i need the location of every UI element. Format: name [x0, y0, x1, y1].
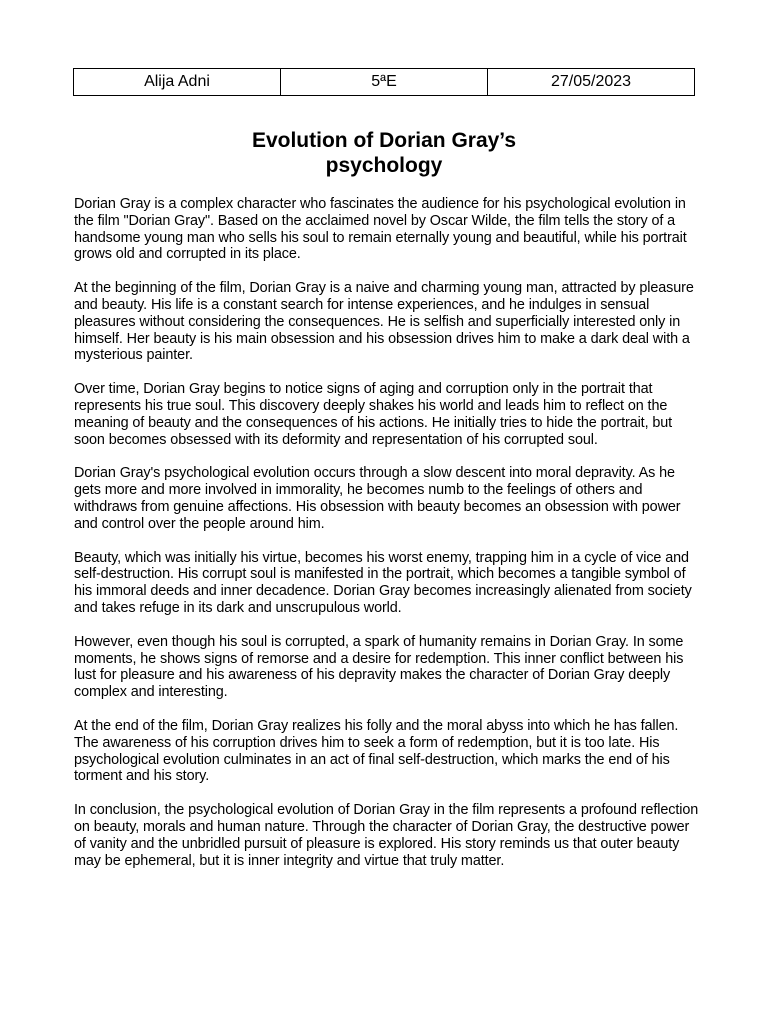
paragraph-1: Dorian Gray is a complex character who fascinates the audience for his psychological evolution in the film "Dorian Gray". Based on the acclaimed novel by Oscar Wilde, the film tells the story of a handsome young man who sells his soul to remain eternally young and beautiful, while his portrait grows old and corrupted in its place.: [74, 196, 687, 263]
paragraph-2: At the beginning of the film, Dorian Gray is a naive and charming young man, attracted by pleasure and beauty. His life is a constant search for intense experiences, and he indulges in sensual pleasures without considering the consequences. He is selfish and superficially interested only in himself. Her beauty is his main obsession and his obsession drives him to make a dark deal with a mysterious painter.: [74, 280, 694, 364]
student-name-cell: Alija Adni: [74, 69, 281, 96]
title-line-2: psychology: [325, 154, 443, 177]
document-title: [0, 128, 768, 178]
title-line-1: Evolution of Dorian Gray’s: [251, 129, 517, 152]
essay-body: [74, 196, 699, 886]
paragraph-4: Dorian Gray's psychological evolution occurs through a slow descent into moral depravity. As he gets more and more involved in immorality, he becomes numb to the feelings of others and withdraws from genuine affections. His obsession with beauty becomes an obsession with power and control over the people around him.: [74, 465, 681, 532]
paragraph-8: In conclusion, the psychological evolution of Dorian Gray in the film represents a profound reflection on beauty, morals and human nature. Through the character of Dorian Gray, the destructive power of vanity and the unbridled pursuit of pleasure is explored. His story reminds us that outer beauty may be ephemeral, but it is inner integrity and virtue that truly matter.: [74, 802, 699, 869]
class-cell: 5ªE: [281, 69, 488, 96]
header-row: [74, 69, 695, 96]
paragraph-5: Beauty, which was initially his virtue, becomes his worst enemy, trapping him in a cycle of vice and self-destruction. His corrupt soul is manifested in the portrait, which becomes a tangible symbol of his immoral deeds and inner decadence. Dorian Gray becomes increasingly alienated from society and takes refuge in its dark and unscrupulous world.: [74, 549, 692, 616]
header-table: [73, 68, 695, 96]
paragraph-3: Over time, Dorian Gray begins to notice signs of aging and corruption only in the portrait that represents his true soul. This discovery deeply shakes his world and leads him to reflect on the meaning of beauty and the consequences of his actions. He initially tries to hide the portrait, but soon becomes obsessed with its deformity and representation of his corrupted soul.: [74, 381, 673, 448]
date-cell: 27/05/2023: [488, 69, 695, 96]
paragraph-7: At the end of the film, Dorian Gray realizes his folly and the moral abyss into which he has fallen. The awareness of his corruption drives him to seek a form of redemption, but it is too late. His psychological evolution culminates in an act of final self-destruction, which marks the end of his torment and his story.: [74, 717, 679, 785]
paragraph-6: However, even though his soul is corrupted, a spark of humanity remains in Dorian Gray. In some moments, he shows signs of remorse and a desire for redemption. This inner conflict between his lust for pleasure and his awareness of his depravity makes the character of Dorian Gray deeply complex and interesting.: [74, 633, 684, 701]
